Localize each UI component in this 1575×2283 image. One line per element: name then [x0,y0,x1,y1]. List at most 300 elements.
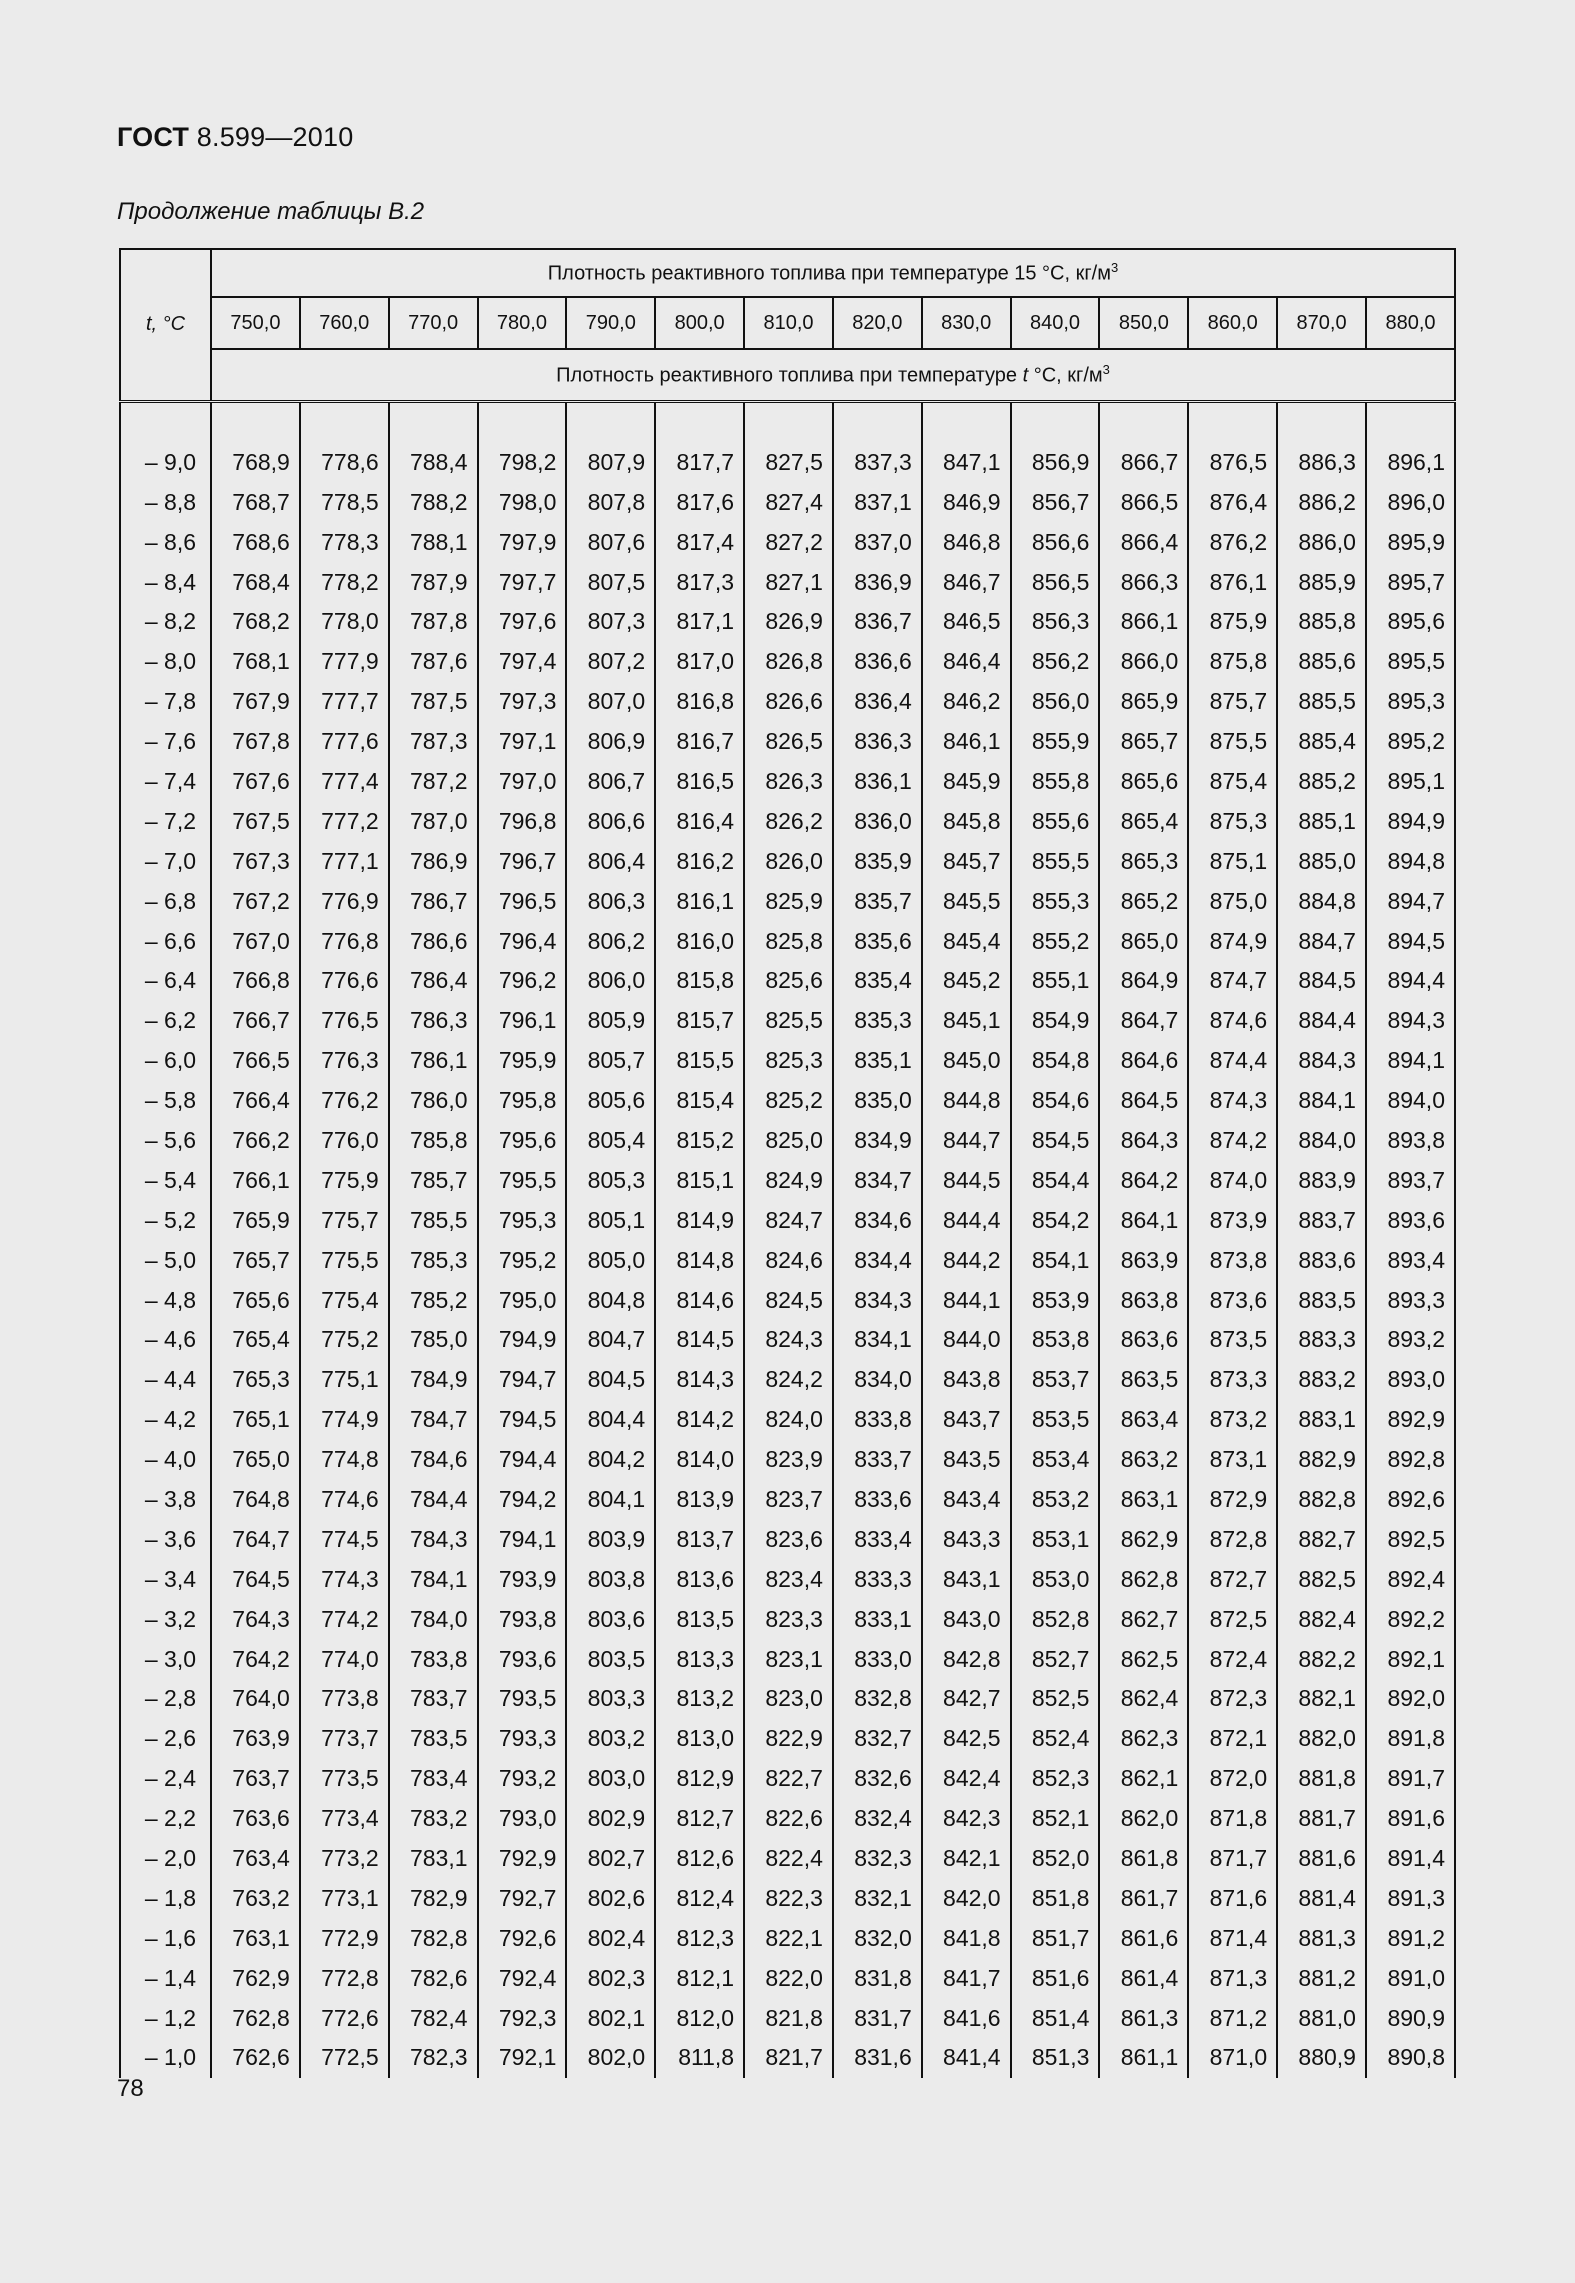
density-cell: 885,9 [1277,562,1366,602]
density-cell: 855,2 [1011,921,1100,961]
density-cell: 784,6 [389,1440,478,1480]
density-cell: 812,1 [655,1958,744,1998]
density-cell: 823,6 [744,1519,833,1559]
density-cell: 827,2 [744,522,833,562]
density-cell: 865,7 [1099,722,1188,762]
unit-exponent: 3 [1102,361,1110,377]
temperature-cell: – 1,2 [120,1998,211,2038]
density-cell: 815,2 [655,1121,744,1161]
density-cell: 836,3 [833,722,922,762]
column-header: 770,0 [389,297,478,349]
density-cell: 861,1 [1099,2038,1188,2078]
temperature-cell: – 3,6 [120,1519,211,1559]
density-cell: 786,9 [389,841,478,881]
temperature-cell: – 9,0 [120,442,211,482]
density-cell: 863,4 [1099,1400,1188,1440]
density-cell: 832,3 [833,1839,922,1879]
density-cell: 876,2 [1188,522,1277,562]
density-cell: 853,1 [1011,1519,1100,1559]
density-cell: 774,8 [300,1440,389,1480]
density-cell: 794,4 [478,1440,567,1480]
density-cell: 817,4 [655,522,744,562]
density-cell: 893,0 [1366,1360,1455,1400]
density-cell: 792,9 [478,1839,567,1879]
density-cell: 802,1 [566,1998,655,2038]
density-cell: 792,7 [478,1878,567,1918]
density-cell: 893,6 [1366,1200,1455,1240]
density-cell: 845,4 [922,921,1011,961]
density-cell: 893,8 [1366,1121,1455,1161]
density-cell: 782,4 [389,1998,478,2038]
density-cell: 812,0 [655,1998,744,2038]
table-row [120,642,1455,682]
density-cell: 765,4 [211,1320,300,1360]
density-cell: 826,5 [744,722,833,762]
temperature-cell: – 6,8 [120,881,211,921]
temperature-cell: – 2,2 [120,1799,211,1839]
density-cell: 816,4 [655,801,744,841]
density-cell: 866,7 [1099,442,1188,482]
density-cell: 823,7 [744,1480,833,1520]
density-cell: 786,0 [389,1081,478,1121]
density-cell: 892,2 [1366,1599,1455,1639]
density-cell: 823,9 [744,1440,833,1480]
density-cell: 874,9 [1188,921,1277,961]
temperature-cell: – 1,6 [120,1918,211,1958]
density-cell: 775,1 [300,1360,389,1400]
density-cell: 893,7 [1366,1160,1455,1200]
density-cell: 831,8 [833,1958,922,1998]
table-row [120,961,1455,1001]
density-cell: 862,9 [1099,1519,1188,1559]
temperature-cell: – 5,8 [120,1081,211,1121]
density-cell: 816,1 [655,881,744,921]
density-cell: 856,6 [1011,522,1100,562]
density-cell: 893,3 [1366,1280,1455,1320]
density-cell: 813,0 [655,1719,744,1759]
density-cell: 784,0 [389,1599,478,1639]
table-row [120,1360,1455,1400]
density-cell: 882,7 [1277,1519,1366,1559]
density-cell: 784,7 [389,1400,478,1440]
density-cell: 775,5 [300,1240,389,1280]
density-cell: 786,4 [389,961,478,1001]
density-cell: 872,8 [1188,1519,1277,1559]
density-cell: 814,6 [655,1280,744,1320]
density-cell: 823,3 [744,1599,833,1639]
density-cell: 766,2 [211,1121,300,1161]
density-cell: 891,4 [1366,1839,1455,1879]
group-header-bottom-prefix: Плотность реактивного топлива при температуре [556,364,1023,387]
column-header: 830,0 [922,297,1011,349]
density-cell: 805,7 [566,1041,655,1081]
standard-number: 8.599—2010 [196,122,354,152]
density-cell: 844,4 [922,1200,1011,1240]
density-cell: 821,8 [744,1998,833,2038]
density-cell: 783,5 [389,1719,478,1759]
temperature-cell: – 5,2 [120,1200,211,1240]
density-cell: 796,5 [478,881,567,921]
density-cell: 841,4 [922,2038,1011,2078]
density-cell: 836,6 [833,642,922,682]
density-cell: 835,4 [833,961,922,1001]
table-row [120,1839,1455,1879]
density-cell: 865,9 [1099,682,1188,722]
density-cell: 777,9 [300,642,389,682]
density-cell: 841,6 [922,1998,1011,2038]
page-number: 78 [117,2075,144,2102]
density-cell: 774,3 [300,1559,389,1599]
density-cell: 794,7 [478,1360,567,1400]
density-cell: 862,4 [1099,1679,1188,1719]
density-cell: 797,1 [478,722,567,762]
table-row [120,1639,1455,1679]
density-cell: 813,3 [655,1639,744,1679]
density-cell: 826,6 [744,682,833,722]
density-cell: 854,8 [1011,1041,1100,1081]
density-cell: 767,0 [211,921,300,961]
density-cell: 835,9 [833,841,922,881]
density-cell: 834,0 [833,1360,922,1400]
density-cell: 846,1 [922,722,1011,762]
density-cell: 773,4 [300,1799,389,1839]
temperature-cell: – 6,0 [120,1041,211,1081]
density-cell: 811,8 [655,2038,744,2078]
density-cell: 772,8 [300,1958,389,1998]
density-cell: 861,3 [1099,1998,1188,2038]
density-cell: 894,3 [1366,1001,1455,1041]
temperature-cell: – 3,0 [120,1639,211,1679]
density-cell: 802,7 [566,1839,655,1879]
density-cell: 773,5 [300,1759,389,1799]
density-cell: 852,4 [1011,1719,1100,1759]
density-cell: 864,3 [1099,1121,1188,1161]
density-cell: 805,6 [566,1081,655,1121]
temperature-cell: – 3,2 [120,1599,211,1639]
temperature-cell: – 2,6 [120,1719,211,1759]
density-cell: 883,2 [1277,1360,1366,1400]
density-cell: 856,5 [1011,562,1100,602]
density-cell: 844,0 [922,1320,1011,1360]
density-cell: 826,3 [744,762,833,802]
density-cell: 812,7 [655,1799,744,1839]
temperature-cell: – 6,6 [120,921,211,961]
temperature-cell: – 4,8 [120,1280,211,1320]
density-cell: 805,0 [566,1240,655,1280]
density-cell: 854,4 [1011,1160,1100,1200]
column-header: 750,0 [211,297,300,349]
density-cell: 775,9 [300,1160,389,1200]
density-cell: 831,6 [833,2038,922,2078]
density-cell: 855,3 [1011,881,1100,921]
density-cell: 841,7 [922,1958,1011,1998]
density-cell: 773,8 [300,1679,389,1719]
density-cell: 764,5 [211,1559,300,1599]
density-cell: 778,6 [300,442,389,482]
density-cell: 814,5 [655,1320,744,1360]
density-cell: 764,7 [211,1519,300,1559]
density-cell: 764,8 [211,1480,300,1520]
density-cell: 795,3 [478,1200,567,1240]
density-cell: 843,3 [922,1519,1011,1559]
density-cell: 853,2 [1011,1480,1100,1520]
density-cell: 763,7 [211,1759,300,1799]
header-separator [120,401,1455,442]
density-cell: 854,9 [1011,1001,1100,1041]
density-cell: 855,5 [1011,841,1100,881]
density-cell: 883,6 [1277,1240,1366,1280]
group-header-top-text: Плотность реактивного топлива при температуре 15 °С, кг/м [547,262,1111,285]
temperature-cell: – 8,8 [120,482,211,522]
density-cell: 805,9 [566,1001,655,1041]
density-cell: 853,4 [1011,1440,1100,1480]
density-cell: 806,9 [566,722,655,762]
density-cell: 773,2 [300,1839,389,1879]
density-cell: 797,7 [478,562,567,602]
column-header: 880,0 [1366,297,1455,349]
table-row [120,1958,1455,1998]
density-cell: 882,5 [1277,1559,1366,1599]
density-cell: 796,4 [478,921,567,961]
density-cell: 874,6 [1188,1001,1277,1041]
density-cell: 865,0 [1099,921,1188,961]
density-cell: 885,2 [1277,762,1366,802]
density-cell: 827,4 [744,482,833,522]
density-cell: 832,8 [833,1679,922,1719]
column-header: 860,0 [1188,297,1277,349]
density-cell: 872,4 [1188,1639,1277,1679]
density-cell: 843,7 [922,1400,1011,1440]
density-cell: 875,1 [1188,841,1277,881]
density-cell: 854,5 [1011,1121,1100,1161]
density-cell: 785,8 [389,1121,478,1161]
density-cell: 837,3 [833,442,922,482]
density-cell: 882,8 [1277,1480,1366,1520]
density-cell: 815,8 [655,961,744,1001]
temperature-cell: – 3,4 [120,1559,211,1599]
density-cell: 861,7 [1099,1878,1188,1918]
density-cell: 893,2 [1366,1320,1455,1360]
density-cell: 826,0 [744,841,833,881]
density-cell: 793,6 [478,1639,567,1679]
density-cell: 813,9 [655,1480,744,1520]
density-cell: 875,7 [1188,682,1277,722]
density-cell: 782,9 [389,1878,478,1918]
density-cell: 845,7 [922,841,1011,881]
density-cell: 866,5 [1099,482,1188,522]
density-cell: 894,8 [1366,841,1455,881]
density-cell: 778,3 [300,522,389,562]
density-cell: 797,0 [478,762,567,802]
density-cell: 861,4 [1099,1958,1188,1998]
density-cell: 881,0 [1277,1998,1366,2038]
density-cell: 822,3 [744,1878,833,1918]
table-row [120,442,1455,482]
density-cell: 784,3 [389,1519,478,1559]
column-header: 790,0 [566,297,655,349]
density-cell: 787,0 [389,801,478,841]
density-cell: 793,3 [478,1719,567,1759]
density-cell: 891,0 [1366,1958,1455,1998]
density-cell: 891,3 [1366,1878,1455,1918]
density-cell: 826,9 [744,602,833,642]
density-cell: 804,8 [566,1280,655,1320]
density-cell: 774,0 [300,1639,389,1679]
density-cell: 885,5 [1277,682,1366,722]
density-cell: 834,7 [833,1160,922,1200]
density-cell: 871,3 [1188,1958,1277,1998]
density-cell: 851,8 [1011,1878,1100,1918]
table-caption: Продолжение таблицы В.2 [117,198,425,225]
density-cell: 787,8 [389,602,478,642]
density-cell: 793,8 [478,1599,567,1639]
density-cell: 883,7 [1277,1200,1366,1240]
temperature-cell: – 3,8 [120,1480,211,1520]
density-cell: 865,3 [1099,841,1188,881]
density-cell: 882,4 [1277,1599,1366,1639]
density-cell: 895,7 [1366,562,1455,602]
density-cell: 872,0 [1188,1759,1277,1799]
table-row [120,1320,1455,1360]
density-cell: 821,7 [744,2038,833,2078]
density-cell: 822,6 [744,1799,833,1839]
temperature-cell: – 5,6 [120,1121,211,1161]
density-cell: 765,6 [211,1280,300,1320]
density-cell: 847,1 [922,442,1011,482]
density-cell: 873,8 [1188,1240,1277,1280]
density-cell: 864,9 [1099,961,1188,1001]
density-cell: 768,7 [211,482,300,522]
density-cell: 765,3 [211,1360,300,1400]
density-cell: 777,6 [300,722,389,762]
density-cell: 846,9 [922,482,1011,522]
density-cell: 892,0 [1366,1679,1455,1719]
density-cell: 773,1 [300,1878,389,1918]
density-cell: 795,6 [478,1121,567,1161]
density-cell: 833,7 [833,1440,922,1480]
density-cell: 853,8 [1011,1320,1100,1360]
density-cell: 785,0 [389,1320,478,1360]
density-cell: 835,6 [833,921,922,961]
density-cell: 863,1 [1099,1480,1188,1520]
density-cell: 787,9 [389,562,478,602]
density-cell: 865,2 [1099,881,1188,921]
table-row [120,722,1455,762]
density-cell: 895,2 [1366,722,1455,762]
density-cell: 787,6 [389,642,478,682]
density-cell: 792,1 [478,2038,567,2078]
density-cell: 803,9 [566,1519,655,1559]
column-header-row [120,297,1455,349]
density-cell: 834,4 [833,1240,922,1280]
temperature-cell: – 7,2 [120,801,211,841]
density-cell: 796,8 [478,801,567,841]
density-cell: 844,8 [922,1081,1011,1121]
density-cell: 875,0 [1188,881,1277,921]
table-row [120,1918,1455,1958]
table-row [120,1081,1455,1121]
density-cell: 806,7 [566,762,655,802]
density-cell: 874,3 [1188,1081,1277,1121]
table-row [120,1001,1455,1041]
density-cell: 873,3 [1188,1360,1277,1400]
density-cell: 895,5 [1366,642,1455,682]
density-cell: 873,6 [1188,1280,1277,1320]
density-cell: 784,9 [389,1360,478,1400]
density-cell: 766,5 [211,1041,300,1081]
density-cell: 793,2 [478,1759,567,1799]
column-header: 800,0 [655,297,744,349]
density-cell: 824,3 [744,1320,833,1360]
density-cell: 844,1 [922,1280,1011,1320]
density-cell: 762,9 [211,1958,300,1998]
density-cell: 795,5 [478,1160,567,1200]
density-cell: 842,7 [922,1679,1011,1719]
group-header-bottom-suffix: °С, кг/м [1028,364,1103,387]
density-cell: 806,0 [566,961,655,1001]
density-cell: 768,4 [211,562,300,602]
density-cell: 831,7 [833,1998,922,2038]
density-cell: 861,6 [1099,1918,1188,1958]
density-cell: 851,3 [1011,2038,1100,2078]
density-cell: 853,9 [1011,1280,1100,1320]
density-cell: 866,0 [1099,642,1188,682]
density-cell: 832,6 [833,1759,922,1799]
density-cell: 792,6 [478,1918,567,1958]
density-cell: 772,9 [300,1918,389,1958]
density-cell: 776,2 [300,1081,389,1121]
density-cell: 863,9 [1099,1240,1188,1280]
density-cell: 814,0 [655,1440,744,1480]
density-cell: 822,0 [744,1958,833,1998]
density-cell: 814,8 [655,1240,744,1280]
density-cell: 765,0 [211,1440,300,1480]
document-code [117,122,353,153]
density-cell: 796,1 [478,1001,567,1041]
table-row [120,1998,1455,2038]
density-cell: 784,4 [389,1480,478,1520]
table-row [120,1200,1455,1240]
density-cell: 804,4 [566,1400,655,1440]
density-cell: 786,7 [389,881,478,921]
density-cell: 874,0 [1188,1160,1277,1200]
density-cell: 845,9 [922,762,1011,802]
density-cell: 872,5 [1188,1599,1277,1639]
density-cell: 768,6 [211,522,300,562]
density-cell: 862,5 [1099,1639,1188,1679]
density-cell: 842,1 [922,1839,1011,1879]
temperature-cell: – 5,0 [120,1240,211,1280]
density-cell: 876,5 [1188,442,1277,482]
density-cell: 871,7 [1188,1839,1277,1879]
table-row [120,1041,1455,1081]
density-cell: 817,1 [655,602,744,642]
density-cell: 894,0 [1366,1081,1455,1121]
density-cell: 816,5 [655,762,744,802]
density-cell: 837,0 [833,522,922,562]
density-cell: 803,2 [566,1719,655,1759]
density-cell: 767,3 [211,841,300,881]
density-cell: 807,8 [566,482,655,522]
density-cell: 865,4 [1099,801,1188,841]
density-cell: 895,6 [1366,602,1455,642]
density-cell: 788,1 [389,522,478,562]
density-cell: 813,6 [655,1559,744,1599]
density-cell: 881,8 [1277,1759,1366,1799]
density-cell: 845,1 [922,1001,1011,1041]
density-cell: 813,7 [655,1519,744,1559]
density-cell: 883,5 [1277,1280,1366,1320]
